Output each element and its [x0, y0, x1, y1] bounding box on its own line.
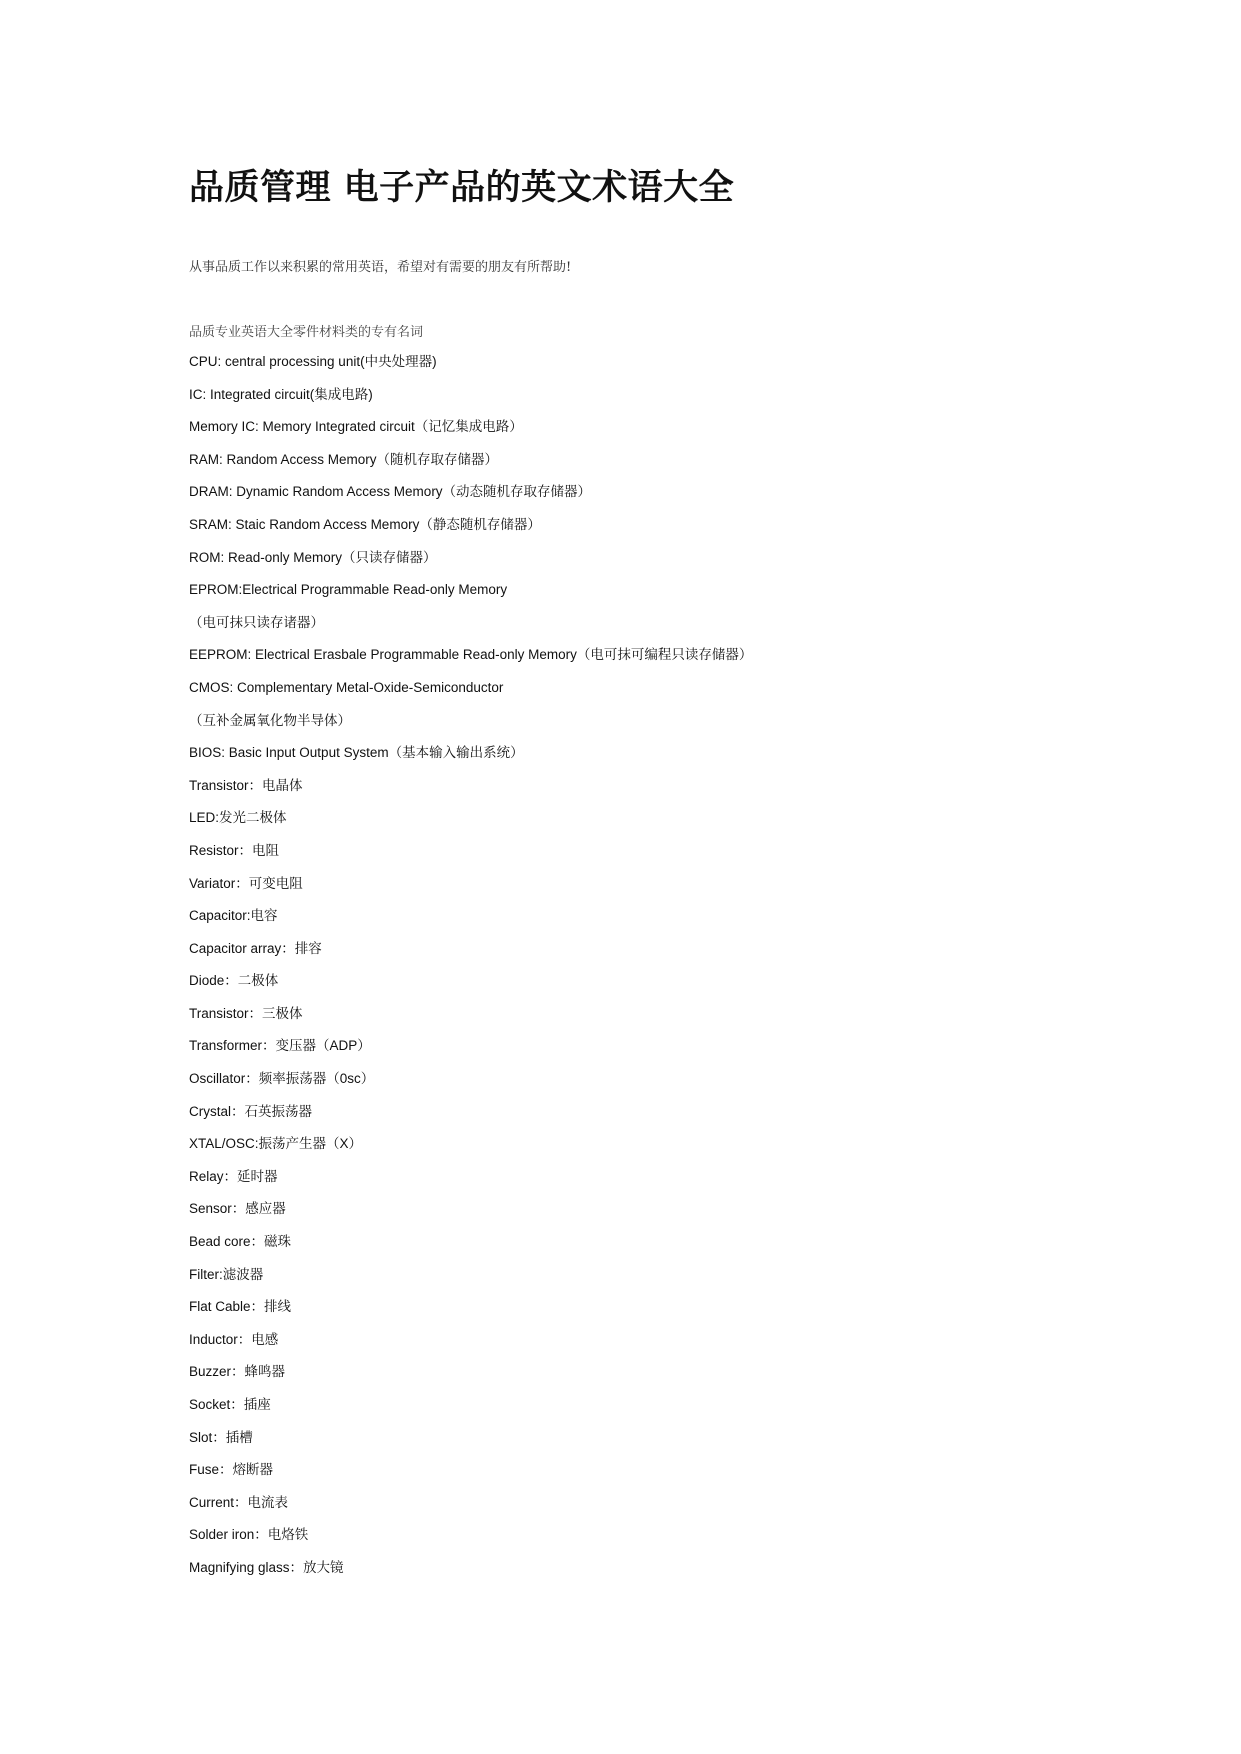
term-item: EPROM:Electrical Programmable Read-only Memory: [189, 582, 508, 598]
term-item: （电可抹只读存诸器）: [189, 614, 324, 630]
term-item: DRAM: Dynamic Random Access Memory（动态随机存取存储器）: [189, 484, 592, 500]
term-item: Resistor：电阻: [189, 842, 280, 858]
term-item: Transistor：三极体: [189, 1005, 303, 1021]
term-item: CPU: central processing unit(中央处理器): [189, 354, 437, 369]
term-item: RAM: Random Access Memory（随机存取存储器）: [189, 451, 499, 467]
term-item: IC: Integrated circuit(集成电路): [189, 386, 373, 402]
term-item: LED:发光二极体: [189, 810, 287, 826]
term-item: BIOS: Basic Input Output System（基本输入输出系统）: [189, 745, 524, 761]
term-item: ROM: Read-only Memory（只读存储器）: [189, 549, 437, 565]
term-item: Transistor：电晶体: [189, 777, 303, 793]
intro-paragraph: 从事品质工作以来积累的常用英语，希望对有需要的朋友有所帮助!: [189, 260, 572, 275]
document-title: 品质管理 电子产品的英文术语大全: [189, 167, 735, 208]
section-heading: 品质专业英语大全零件材料类的专有名词: [189, 325, 424, 340]
term-item: Capacitor:电容: [189, 908, 278, 924]
term-item: EEPROM: Electrical Erasbale Programmable Read-only Memory（电可抹可编程只读存储器）: [189, 647, 753, 663]
term-item: Oscillator：频率振荡器（0sc）: [189, 1071, 375, 1087]
term-item: Capacitor array：排容: [189, 940, 322, 956]
term-item: Fuse：熔断器: [189, 1462, 274, 1478]
term-item: Bead core：磁珠: [189, 1234, 292, 1250]
term-item: Current：电流表: [189, 1494, 289, 1510]
term-item: Buzzer：蜂鸣器: [189, 1364, 286, 1380]
term-item: Diode：二极体: [189, 973, 279, 989]
term-item: Relay：延时器: [189, 1168, 278, 1184]
term-item: Filter:滤波器: [189, 1266, 264, 1282]
term-item: XTAL/OSC:振荡产生器（X）: [189, 1136, 363, 1152]
term-item: Crystal：石英振荡器: [189, 1103, 313, 1119]
term-item: Solder iron：电烙铁: [189, 1527, 309, 1543]
term-item: Slot：插槽: [189, 1429, 253, 1445]
term-item: SRAM: Staic Random Access Memory（静态随机存储器）: [189, 516, 541, 532]
term-item: CMOS: Complementary Metal-Oxide-Semiconductor: [189, 679, 504, 695]
term-item: Magnifying glass：放大镜: [189, 1559, 344, 1575]
term-list: [189, 352, 752, 1591]
term-item: Sensor：感应器: [189, 1201, 286, 1217]
term-item: Inductor：电感: [189, 1331, 279, 1347]
term-item: Socket：插座: [189, 1397, 271, 1412]
term-item: Variator：可变电阻: [189, 875, 303, 891]
term-item: Memory IC: Memory Integrated circuit（记忆集成电路）: [189, 419, 523, 435]
term-item: Flat Cable：排线: [189, 1299, 292, 1315]
term-item: （互补金属氧化物半导体）: [189, 712, 351, 728]
term-item: Transformer：变压器（ADP）: [189, 1038, 371, 1054]
